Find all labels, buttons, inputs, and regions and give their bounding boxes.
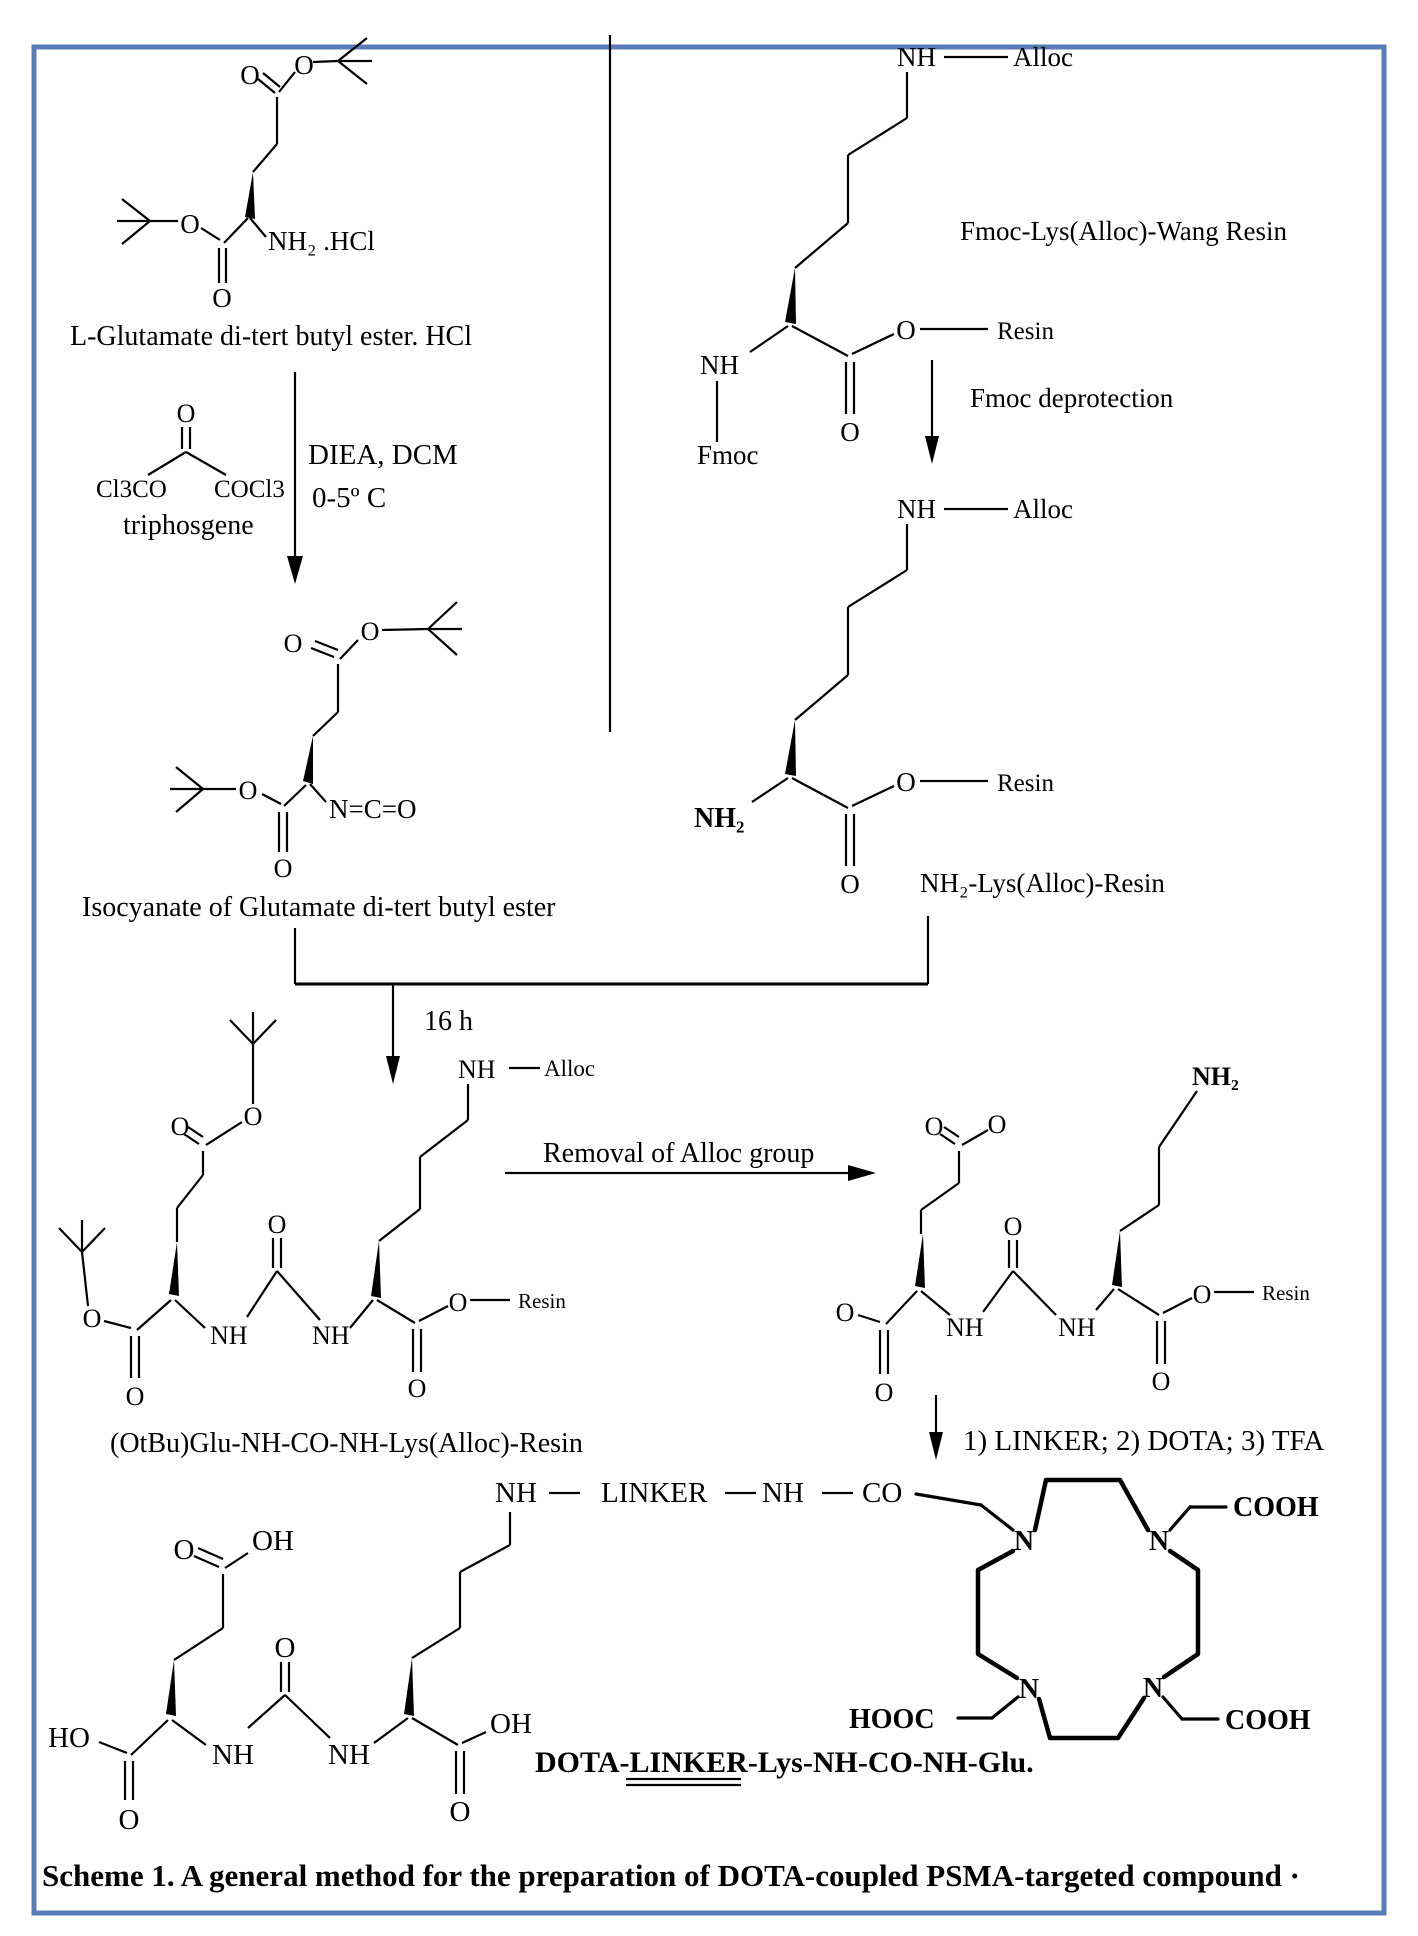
structure-final-compound [48,1477,902,1836]
atom-label-o: O [407,1374,427,1403]
structure-nh2-lys [694,494,1165,899]
structure-deprotected-conjugate [836,1062,1311,1407]
atom-label-co: CO [862,1477,903,1509]
atom-label-o: O [267,1210,287,1239]
atom-label-o: O [924,1112,944,1141]
atom-label-oh: OH [252,1525,294,1557]
atom-label-isocyanate: N=C=O [329,794,417,824]
bonds [858,1091,1254,1374]
structure-isocyanate [82,602,556,923]
atom-label-n: N [1018,1674,1040,1705]
step2-label: Fmoc deprotection [970,383,1174,413]
reagent-name: triphosgene [123,510,254,541]
wedge-bond [169,1242,179,1296]
wedge-bond [785,720,796,776]
atom-label-o: O [840,869,860,899]
atom-label-nh2: NH₂ [694,803,745,834]
conditions-line2: 0-5º C [312,482,387,514]
atom-label-o: O [1003,1212,1023,1241]
arrowhead-down [929,1432,943,1460]
atom-label-o: O [987,1110,1007,1139]
atom-label-o: O [125,1382,145,1411]
wedge-bond [303,736,313,784]
wedge-bond [166,1660,176,1716]
atom-label-nh: NH [1058,1313,1096,1342]
arrowhead-down [386,1056,400,1084]
wedge-bond [785,268,796,324]
group-label-linker: LINKER [601,1477,708,1509]
atom-label-o: O [835,1298,855,1327]
formula-cl3co: Cl3CO [96,476,167,503]
atom-label-o: O [1192,1280,1212,1309]
atom-label-n: N [1013,1526,1035,1557]
atom-label-n: N [1142,1673,1164,1704]
group-label-fmoc: Fmoc [697,440,759,470]
bonds [752,509,1008,866]
atom-label-nh: NH [762,1477,804,1509]
scheme-caption: Scheme 1. A general method for the preparation of DOTA-coupled PSMA-targeted compound · [42,1858,1300,1893]
structure-name-urea-conjugate: (OtBu)Glu-NH-CO-NH-Lys(Alloc)-Resin [110,1428,583,1459]
atom-label-nh2: NH₂ [1192,1062,1239,1091]
group-label-alloc: Alloc [1013,42,1073,72]
atom-label-o: O [283,629,303,658]
group-label-resin: Resin [997,318,1054,345]
reaction-step2 [925,360,1174,464]
step3-label: 16 h [424,1006,473,1037]
atom-label-nh: NH [210,1321,248,1350]
step5-label: 1) LINKER; 2) DOTA; 3) TFA [963,1425,1325,1457]
atom-label-o: O [1151,1367,1171,1396]
structure-name-isocyanate: Isocyanate of Glutamate di-tert butyl ester [82,892,556,923]
structure-urea-conjugate [59,1012,595,1459]
formula-cocl3: COCl3 [214,476,285,503]
atom-label-o: O [180,209,200,239]
atom-label-o: O [118,1804,140,1836]
atom-label-hooc: HOOC [849,1704,935,1735]
atom-label-o: O [274,1632,296,1664]
structure-glutamate-ester [70,38,472,352]
atom-label-o: O [173,1534,195,1566]
reaction-step5 [929,1395,1325,1460]
final-product-name [535,1746,1034,1785]
atom-label-nh2-hcl: NH₂ .HCl [268,226,375,256]
atom-label-o: O [176,399,196,428]
atom-label-ho: HO [48,1722,90,1754]
atom-label-o: O [273,854,293,883]
wedge-bond [245,172,255,219]
group-label-resin: Resin [518,1289,566,1313]
arrowhead-right [848,1165,876,1181]
atom-label-oh: OH [490,1708,532,1740]
atom-label-nh: NH [328,1739,370,1771]
atom-label-o: O [874,1378,894,1407]
atom-label-o: O [896,315,916,345]
atom-label-o: O [82,1304,102,1333]
atom-label-nh: NH [700,350,739,380]
atom-label-o: O [840,417,860,447]
bonds [717,57,1008,442]
reaction-step1 [96,372,458,584]
atom-label-n: N [1148,1526,1170,1557]
reaction-step4 [505,1138,876,1181]
reagent-triphosgene [96,399,285,541]
atom-label-cooh: COOH [1225,1705,1311,1736]
group-label-alloc: Alloc [1013,494,1073,524]
reaction-step3 [295,916,928,1084]
group-label-resin: Resin [1262,1281,1310,1305]
atom-label-o: O [448,1288,468,1317]
structure-name-nh2-lys: NH₂-Lys(Alloc)-Resin [920,868,1165,898]
pendant-arm-bonds [916,1494,1226,1719]
wedge-bond [371,1241,381,1298]
atom-label-o: O [294,50,314,80]
atom-label-cooh: COOH [1233,1492,1319,1523]
step4-label: Removal of Alloc group [543,1138,815,1169]
atom-label-nh: NH [495,1477,537,1509]
wedge-bond [915,1234,925,1288]
group-label-alloc: Alloc [544,1056,596,1081]
bonds [170,602,462,852]
wedge-bond [1112,1231,1122,1287]
atom-label-o: O [243,1102,263,1131]
wedge-bond [404,1658,414,1716]
atom-label-nh: NH [897,494,936,524]
arrowhead-down [925,436,939,464]
atom-label-o: O [240,60,260,90]
atom-label-nh: NH [897,42,936,72]
atom-label-o: O [896,767,916,797]
atom-label-nh: NH [458,1055,496,1084]
final-label: DOTA-LINKER-Lys-NH-CO-NH-Glu. [535,1746,1034,1779]
atom-label-nh: NH [312,1321,350,1350]
dota-macrocycle [849,1480,1319,1738]
atom-label-o: O [449,1796,471,1828]
structure-name-fmoc-lys: Fmoc-Lys(Alloc)-Wang Resin [960,216,1288,246]
atom-label-o: O [238,776,258,805]
arrowhead-down [287,556,303,584]
group-label-resin: Resin [997,770,1054,797]
atom-label-nh: NH [212,1739,254,1771]
atom-label-o: O [170,1112,190,1141]
atom-label-o: O [212,283,232,313]
conditions-line1: DIEA, DCM [308,439,458,471]
atom-label-o: O [360,617,380,646]
atom-label-nh: NH [946,1313,984,1342]
structure-name-glutamate-ester: L-Glutamate di-tert butyl ester. HCl [70,321,473,352]
